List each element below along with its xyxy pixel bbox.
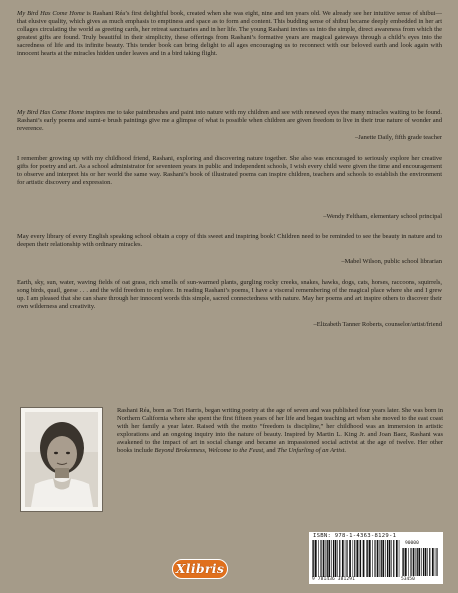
barcode-bar xyxy=(367,540,368,577)
author-portrait-image xyxy=(25,412,98,507)
barcode-bar xyxy=(366,540,367,577)
barcode-bar xyxy=(391,540,392,577)
barcode-bar xyxy=(393,540,394,577)
barcode-bar xyxy=(405,548,407,576)
barcode-bar xyxy=(402,548,403,576)
barcode-bar xyxy=(312,540,313,577)
review-text: inspires me to take paintbrushes and paint into nature with my children and see with renewed eyes the many miracles waiting to be found. Rashani’s early poems and sumi-e brush paintings give me a glimpse of what is possible when children are given freedom to live in their true nature of wonder and reverence. xyxy=(17,109,442,133)
barcode-bar xyxy=(387,540,388,577)
barcode-bar xyxy=(425,548,427,576)
barcode-bar xyxy=(372,540,373,577)
review-paragraph-5: Earth, sky, sun, water, waving fields of oat grass, rich smells of sun-warmed plants, gurgling rocky creeks, snakes, hawks, dogs, cats, horses, raccoons, squirrels, song birds, quail, geese . . . and the wild freedom to explore. In reading Rashani’s poems, I have a visceral remembering of the magical place where she and I grew up. I am pleased that she can share through her innocent words this simple, sacred connectedness with nature. May her poems and art inspire others to discover their own wilderness and creativity. xyxy=(17,279,442,311)
barcode-bar xyxy=(423,548,424,576)
barcode-bar xyxy=(354,540,355,577)
author-bio: Rashani Réa, born as Tori Harris, began writing poetry at the age of seven and was published four years later. She was born in Northern California where she spent the first fifteen years of her life and began teaching art when she moved to the east coast with her family a year later. Raised with the motto “freedom is discipline,” her childhood was an immersion in artistic explorations and an ongoing inquiry into the nature of beauty. Inspired by Martin L. King Jr. and Joan Baez, Rashani was awakened to the impact of art in social change and became an impassioned social activist at the age of twelve. Her other books include Beyond Brokenness, Welcome to the Feast, and The Unfurling of an Artist. xyxy=(117,407,443,455)
barcode-bar xyxy=(403,548,404,576)
barcode-bar xyxy=(315,540,317,577)
barcode-bar xyxy=(323,540,325,577)
review-paragraph-2 xyxy=(17,109,442,133)
barcode-bar xyxy=(342,540,344,577)
barcode-bar xyxy=(345,540,346,577)
isbn-text: ISBN: 978-1-4363-8129-1 xyxy=(313,533,397,539)
barcode-bar xyxy=(389,540,391,577)
barcode-bar xyxy=(333,540,334,577)
barcode-bar xyxy=(374,540,375,577)
barcode-bar xyxy=(432,548,434,576)
barcode-bar xyxy=(385,540,386,577)
barcode-bar xyxy=(418,548,420,576)
barcode-digits: 9 781436 381291 xyxy=(312,577,355,582)
book-title: Welcome to the Feast xyxy=(208,447,264,455)
barcode-bars xyxy=(312,540,400,577)
book-title: The Unfurling of an Artist xyxy=(277,447,345,455)
lower-code: 53450 xyxy=(401,577,415,582)
book-title: My Bird Has Come Home xyxy=(17,10,85,17)
barcode-bar xyxy=(363,540,365,577)
barcode-bar xyxy=(356,540,358,577)
barcode-bar xyxy=(399,540,400,577)
review-attribution-2: –Wendy Feltham, elementary school principal xyxy=(323,213,442,220)
barcode-bar xyxy=(410,548,411,576)
review-text: is Rashani Réa’s first delightful book, created when she was eight, nine and ten years old. We already see her intuitive sense of shibui—that elusive quality, which gives as much emphasis to emptiness and space as to form and content. This budding sense of shibui became deeply embedded in her art collages circulating the world as greeting cards, her retreat sanctuaries and in her life. The young Rashani invites us into the simple, direct awareness from which the greatest gifts are found. Truly beautiful in their simplicity, these offerings from Rashani’s formative years are magical gateways through a child’s eyes into the sacredness of life and its infinite beauty. This tender book can bring delight to all ages encouraging us to reconnect with our beloved earth and look again with innocent hearts at the miracles hidden under leaves and in a bird taking flight. xyxy=(17,10,442,58)
barcode-bar xyxy=(382,540,384,577)
author-photo xyxy=(20,407,103,512)
barcode-bar xyxy=(346,540,347,577)
barcode-bar xyxy=(380,540,381,577)
review-paragraph-1 xyxy=(17,10,442,59)
barcode-bar xyxy=(320,540,321,577)
barcode-bar xyxy=(327,540,328,577)
book-title: Beyond Brokenness xyxy=(154,447,205,455)
publisher-logo xyxy=(172,559,228,579)
barcode-bar xyxy=(408,548,409,576)
review-attribution-4: –Elizabeth Tanner Roberts, counselor/artist/friend xyxy=(313,321,442,328)
review-attribution-1: –Janette Daily, fifth grade teacher xyxy=(355,134,442,141)
barcode-bar xyxy=(335,540,337,577)
barcode-bar xyxy=(359,540,360,577)
review-paragraph-4: May every library of every English speaking school obtain a copy of this sweet and inspiring book! Children need to be reminded to see the beauty in nature and to deepen their relationship with ordinary miracles. xyxy=(17,233,442,249)
barcode-bar xyxy=(337,540,338,577)
barcode-bar xyxy=(421,548,422,576)
barcode-bar xyxy=(339,540,340,577)
price-code: 90000 xyxy=(405,541,419,546)
barcode-bar xyxy=(413,548,415,576)
barcode-bar xyxy=(436,548,437,576)
barcode-bar xyxy=(360,540,361,577)
barcode-bar xyxy=(353,540,354,577)
barcode-bar xyxy=(331,540,332,577)
barcode-bar xyxy=(377,540,379,577)
barcode-bar xyxy=(396,540,398,577)
barcode-bar xyxy=(369,540,371,577)
barcode-bar xyxy=(326,540,327,577)
barcode-bar xyxy=(417,548,418,576)
publisher-logo-text: Xlibris xyxy=(175,561,225,576)
price-bars xyxy=(402,548,438,576)
barcode-bar xyxy=(429,548,430,576)
review-attribution-3: –Mabel Wilson, public school librarian xyxy=(341,258,442,265)
book-title: My Bird Has Come Home xyxy=(17,109,84,116)
review-paragraph-3: I remember growing up with my childhood friend, Rashani, exploring and discovering nature together. She also was encouraged to seriously explore her creative gifts for poetry and art. As a school administrator for seventeen years in public and independent schools, I wish every child were given the time and encouragement to observe and interpret his or her world the same way. Rashani’s book of illustrated poems can inspire children, teachers and schools to establish the environment for artistic discovery and expression. xyxy=(17,155,442,187)
barcode-bar xyxy=(435,548,436,576)
barcode-bar xyxy=(416,548,417,576)
barcode-bar xyxy=(427,548,428,576)
barcode-bar xyxy=(349,540,351,577)
barcode-bar xyxy=(381,540,382,577)
barcode-bar xyxy=(313,540,314,577)
barcode-bar xyxy=(318,540,319,577)
barcode-bar xyxy=(328,540,330,577)
barcode xyxy=(309,532,443,584)
